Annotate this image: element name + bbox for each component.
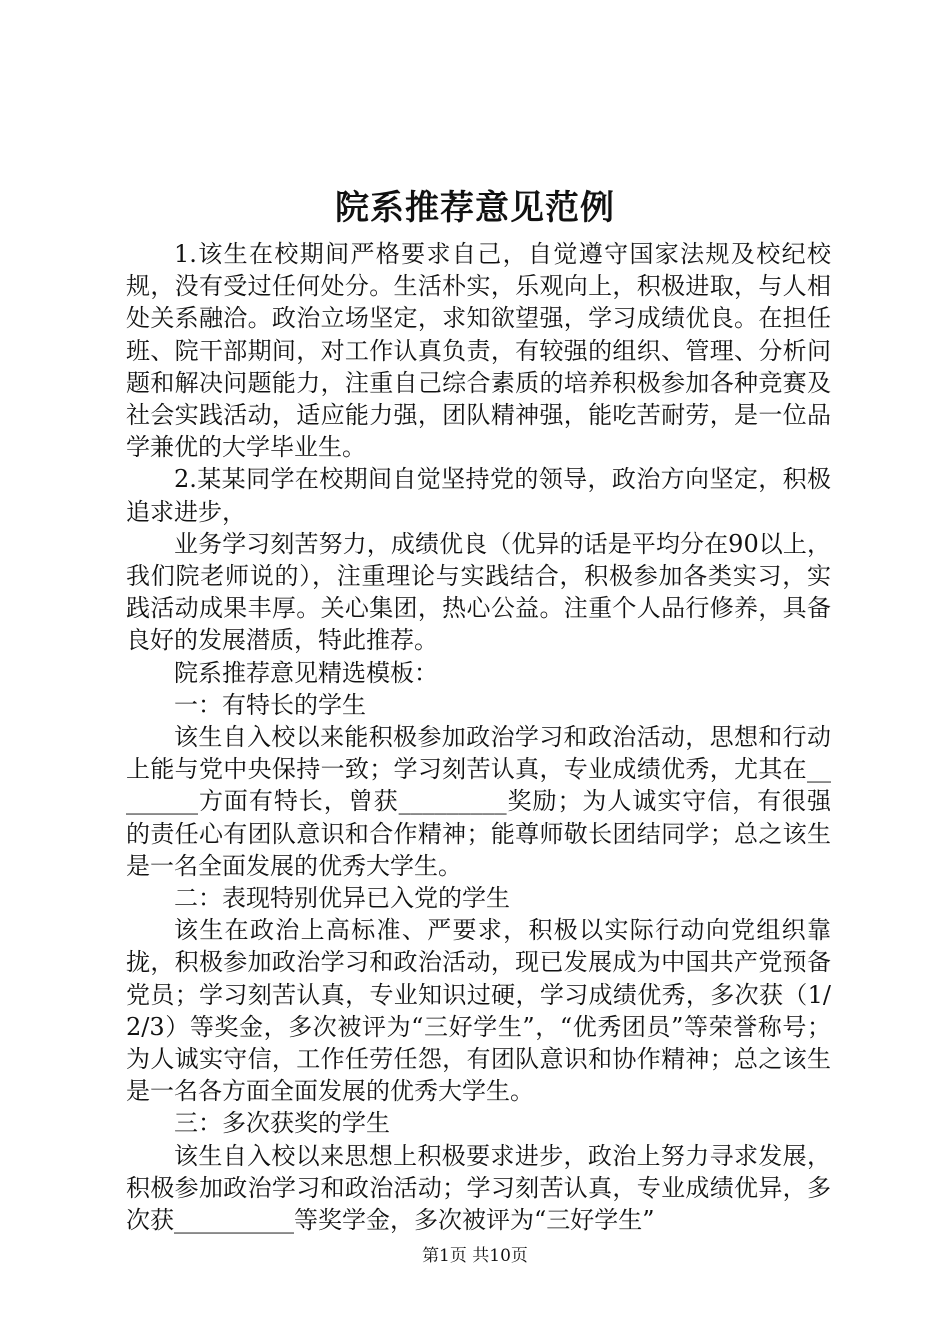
- paragraph-3: 业务学习刻苦努力，成绩优良（优异的话是平均分在90以上，我们院老师说的），注重理论与实践结合，积极参加各类实习，实践活动成果丰厚。关心集团，热心公益。注重个人品行修养，具备良好的发展潜质，特此推荐。: [126, 529, 831, 655]
- paragraph-1: 1.该生在校期间严格要求自己，自觉遵守国家法规及校纪校规，没有受过任何处分。生活朴实，乐观向上，积极进取，与人相处关系融洽。政治立场坚定，求知欲望强，学习成绩优良。在担任班、院干部期间，对工作认真负责，有较强的组织、管理、分析问题和解决问题能力，注重自己综合素质的培养积极参加各种竞赛及社会实践活动，适应能力强，团队精神强，能吃苦耐劳，是一位品学兼优的大学毕业生。: [126, 240, 831, 462]
- paragraph-2: 2.某某同学在校期间自觉坚持党的领导，政治方向坚定，积极追求进步，: [126, 465, 831, 526]
- document-title: 院系推荐意见范例: [335, 188, 615, 228]
- section-heading-3: 三：多次获奖的学生: [174, 1109, 390, 1138]
- paragraph-template-3: 该生自入校以来思想上积极要求进步，政治上努力寻求发展，积极参加政治学习和政治活动；学习刻苦认真，专业成绩优异，多次获__________等奖学金，多次被评为“三好学生”: [126, 1141, 831, 1235]
- paragraph-template-2: 该生在政治上高标准、严要求，积极以实际行动向党组织靠拢，积极参加政治学习和政治活动，现已发展成为中国共产党预备党员；学习刻苦认真，专业知识过硬，学习成绩优秀，多次获（1/2/3）等奖金，多次被评为“三好学生”，“优秀团员”等荣誉称号；为人诚实守信，工作任劳任怨，有团队意识和协作精神；总之该生是一名各方面全面发展的优秀大学生。: [126, 916, 831, 1106]
- section-heading-1: 一：有特长的学生: [174, 690, 366, 719]
- page-number: 第1页 共10页: [422, 1246, 528, 1266]
- paragraph-template-1: 该生自入校以来能积极参加政治学习和政治活动，思想和行动上能与党中央保持一致；学习刻苦认真，专业成绩优秀，尤其在________方面有特长，曾获_________奖励；为人诚实守信，有很强的责任心有团队意识和合作精神；能尊师敬长团结同学；总之该生是一名全面发展的优秀大学生。: [126, 723, 831, 880]
- section-heading-templates: 院系推荐意见精选模板：: [174, 658, 438, 687]
- section-heading-2: 二：表现特别优异已入党的学生: [174, 884, 510, 913]
- document-body: [126, 238, 831, 1236]
